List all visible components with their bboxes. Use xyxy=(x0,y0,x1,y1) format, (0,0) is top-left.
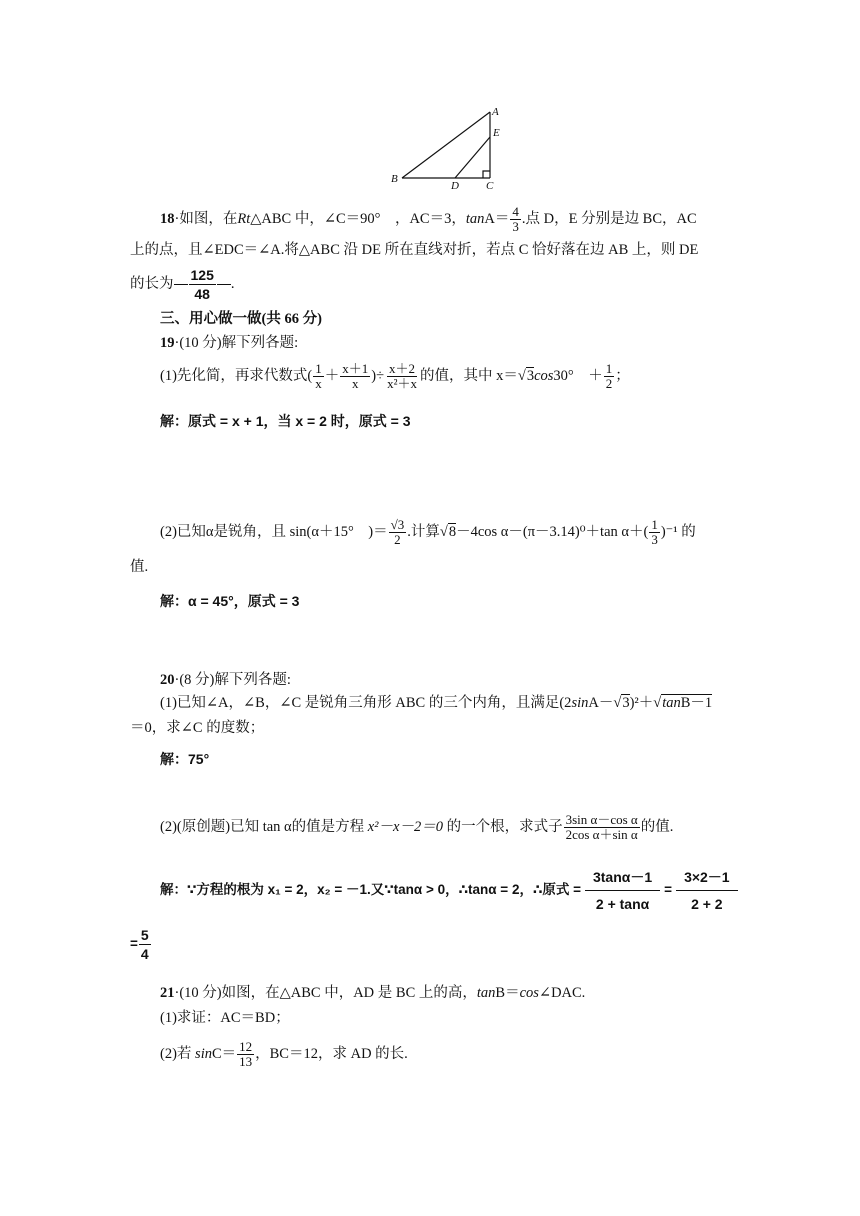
q20-ans2-eq: = xyxy=(664,882,673,898)
q21-head-text: ·(10 分)如图，在△ABC 中，AD 是 BC 上的高， xyxy=(174,985,477,1001)
q19-p1-frac2 xyxy=(340,362,370,391)
q19-p1-frac1 xyxy=(313,362,324,391)
q20-answer2-line2 xyxy=(130,926,152,963)
q19-p2-frac1 xyxy=(389,518,407,547)
q19-p2-frac2 xyxy=(649,518,660,547)
q20-number: 20 xyxy=(160,672,175,688)
q20-ans2-frac2 xyxy=(676,868,738,913)
q20-p1-sqrt: 3 xyxy=(622,695,630,711)
right-angle-mark xyxy=(483,171,490,178)
q19-p2-c: －4cos α－(π－3.14)⁰＋tan α＋( xyxy=(456,523,649,540)
q21-p2-c: ，BC＝12，求 AD 的长. xyxy=(255,1045,408,1062)
q20-p1-b: A－ xyxy=(588,695,614,711)
q20-head xyxy=(160,670,291,690)
q18-tan: tan xyxy=(465,210,485,227)
q20-p1-sqrt2-sign: √ xyxy=(653,695,662,711)
q18-fraction xyxy=(510,205,521,234)
q19-p2-sqrt-sign: √ xyxy=(439,523,448,540)
q20-p1-sqrt2 xyxy=(661,694,712,711)
q19-p1-end: ； xyxy=(615,367,630,384)
q19-head-text: ·(10 分)解下列各题: xyxy=(174,335,299,351)
q18-text-f: . xyxy=(230,275,235,292)
q18-text-a: ·如图，在 xyxy=(174,210,238,227)
q19-p1-c: 30° ＋ xyxy=(553,367,603,384)
q19-number: 19 xyxy=(160,335,175,351)
q20-p2-frac xyxy=(564,813,640,842)
q18-frac-den: 3 xyxy=(512,219,519,234)
q21-p2-sin: sin xyxy=(195,1045,212,1062)
q19-p1-f3-den: x²＋x xyxy=(387,376,417,391)
q20-ans2-f3-den: 4 xyxy=(140,946,149,962)
q21-p2-f-num: 12 xyxy=(239,1039,253,1054)
q21-head-b: B＝ xyxy=(495,985,520,1001)
q18-answer xyxy=(189,266,216,303)
q19-p2-b: .计算 xyxy=(407,523,440,540)
q20-p2-a: (2)(原创题)已知 tan α的值是方程 xyxy=(160,818,368,835)
q20-ans2-line2-eq: = xyxy=(130,936,138,952)
q20-p2-f-den: 2cos α＋sin α xyxy=(565,827,638,842)
q20-answer2 xyxy=(160,868,742,913)
q21-head-c: ∠DAC. xyxy=(538,985,586,1001)
q19-p1-f1-num: 1 xyxy=(315,361,322,376)
q19-p2-a: (2)已知α是锐角，且 sin(α＋15° )＝ xyxy=(160,523,388,540)
q20-part1-line2: ＝0，求∠C 的度数； xyxy=(130,720,265,736)
q20-ans2-f1-den: 2 + tanα xyxy=(595,896,650,912)
q20-p1-sqrt-sign: √ xyxy=(613,695,622,711)
q19-p2-sqrt: 8 xyxy=(448,523,457,540)
q21-tan: tan xyxy=(476,985,496,1001)
q19-part2 xyxy=(160,518,696,547)
q18-text-e: 的长为 xyxy=(130,275,174,292)
q18-answer-den: 48 xyxy=(194,286,210,302)
q21-cos: cos xyxy=(519,985,539,1001)
q20-part2 xyxy=(160,813,673,842)
q19-p1-f2-num: x＋1 xyxy=(342,361,369,376)
q20-p2-b: 的一个根，求式子 xyxy=(442,818,563,835)
q20-p1-d: B－1 xyxy=(680,695,713,711)
q20-ans2-f2-den: 2 + 2 xyxy=(691,896,723,912)
segment-de xyxy=(455,137,490,178)
q20-head-text: ·(8 分)解下列各题: xyxy=(174,672,291,688)
q20-ans2-frac3 xyxy=(139,926,151,963)
q19-answer1: 解：原式 = x + 1，当 x = 2 时，原式 = 3 xyxy=(160,413,411,429)
answer-blank-right xyxy=(217,284,231,285)
q20-ans2-a: 解：∵方程的根为 x₁ = 2，x₂ = －1.又∵tanα > 0，∴tanα = 2，∴原式 = xyxy=(160,882,581,898)
q19-p1-f4-num: 1 xyxy=(605,361,613,376)
q20-p1-a: (1)已知∠A，∠B，∠C 是锐角三角形 ABC 的三个内角，且满足(2 xyxy=(160,695,572,711)
q20-ans2-f1-num: 3tanα－1 xyxy=(585,868,660,891)
q18-text-c: A＝ xyxy=(484,210,510,227)
q19-p2-f2-den: 3 xyxy=(651,532,658,547)
answer-blank-left xyxy=(174,284,188,285)
q19-part1 xyxy=(160,362,630,391)
q19-p1-div: )÷ xyxy=(371,367,385,384)
q18-number: 18 xyxy=(160,210,175,227)
q18-frac-num: 4 xyxy=(512,204,519,219)
q19-p1-f4-den: 2 xyxy=(605,376,613,391)
q18-text-b: △ABC 中，∠C＝90° ，AC＝3， xyxy=(250,210,466,227)
q18-answer-num: 125 xyxy=(190,267,214,283)
q19-p1-sqrt-sign: √ xyxy=(517,367,526,384)
q21-p2-b: C＝ xyxy=(211,1045,237,1062)
label-a: A xyxy=(492,106,499,118)
q20-p2-c: 的值. xyxy=(640,818,674,835)
q19-p2-d: )⁻¹ 的 xyxy=(660,523,696,540)
q20-ans2-frac1 xyxy=(585,868,660,913)
q19-head xyxy=(160,333,298,353)
q20-ans2-f2-num: 3×2－1 xyxy=(676,868,738,891)
q21-p2-f-den: 13 xyxy=(239,1054,253,1069)
q19-p1-cos: cos xyxy=(534,367,554,384)
label-c: C xyxy=(486,180,494,192)
q18-line2: 上的点，且∠EDC＝∠A.将△ABC 沿 DE 所在直线对折，若点 C 恰好落在边 AB 上，则 DE xyxy=(130,242,699,258)
q18-rt: Rt xyxy=(237,210,251,227)
q19-p1-b: 的值，其中 x＝ xyxy=(419,367,518,384)
q20-p1-c: )²＋ xyxy=(629,695,654,711)
q21-part1: (1)求证：AC＝BD； xyxy=(160,1010,290,1026)
label-b: B xyxy=(391,173,398,185)
q20-p1-tan: tan xyxy=(662,695,681,711)
q19-p1-f1-den: x xyxy=(315,376,322,391)
q19-p1-sqrt: 3 xyxy=(526,367,535,384)
q20-p1-sin: sin xyxy=(571,695,589,711)
q20-p2-eq: x²－x－2＝0 xyxy=(367,818,443,835)
q18-line3 xyxy=(130,266,234,303)
q21-p2-frac xyxy=(237,1040,254,1069)
q19-p2-f1-num: √3 xyxy=(390,517,405,532)
triangle-figure xyxy=(385,104,510,194)
q19-p1-plus: ＋ xyxy=(324,367,340,384)
q19-p2-f1-den: 2 xyxy=(394,532,401,547)
q18-line1 xyxy=(160,205,697,234)
q19-p2-f2-num: 1 xyxy=(651,517,658,532)
q21-head xyxy=(160,983,585,1003)
q20-ans2-f3-num: 5 xyxy=(140,927,149,943)
q19-answer2: 解：α = 45°，原式 = 3 xyxy=(160,593,300,609)
q21-part2 xyxy=(160,1040,408,1069)
label-e: E xyxy=(493,127,500,139)
q18-text-d: .点 D，E 分别是边 BC，AC xyxy=(521,210,697,227)
q20-part1 xyxy=(160,693,712,713)
q19-p1-frac4 xyxy=(604,362,615,391)
q19-p1-a: (1)先化简，再求代数式( xyxy=(160,367,313,384)
side-ab xyxy=(402,112,490,178)
section3-title: 三、用心做一做(共 66 分) xyxy=(160,311,322,327)
q20-p2-f-num: 3sin α－cos α xyxy=(565,812,638,827)
q19-p1-f2-den: x xyxy=(352,376,359,391)
q21-number: 21 xyxy=(160,985,175,1001)
label-d: D xyxy=(451,180,459,192)
q20-answer1: 解：75° xyxy=(160,751,210,767)
q19-p1-frac3 xyxy=(385,362,419,391)
q19-p1-f3-num: x＋2 xyxy=(389,361,416,376)
q21-p2-a: (2)若 xyxy=(160,1045,196,1062)
q19-part2-line2: 值. xyxy=(130,559,149,575)
